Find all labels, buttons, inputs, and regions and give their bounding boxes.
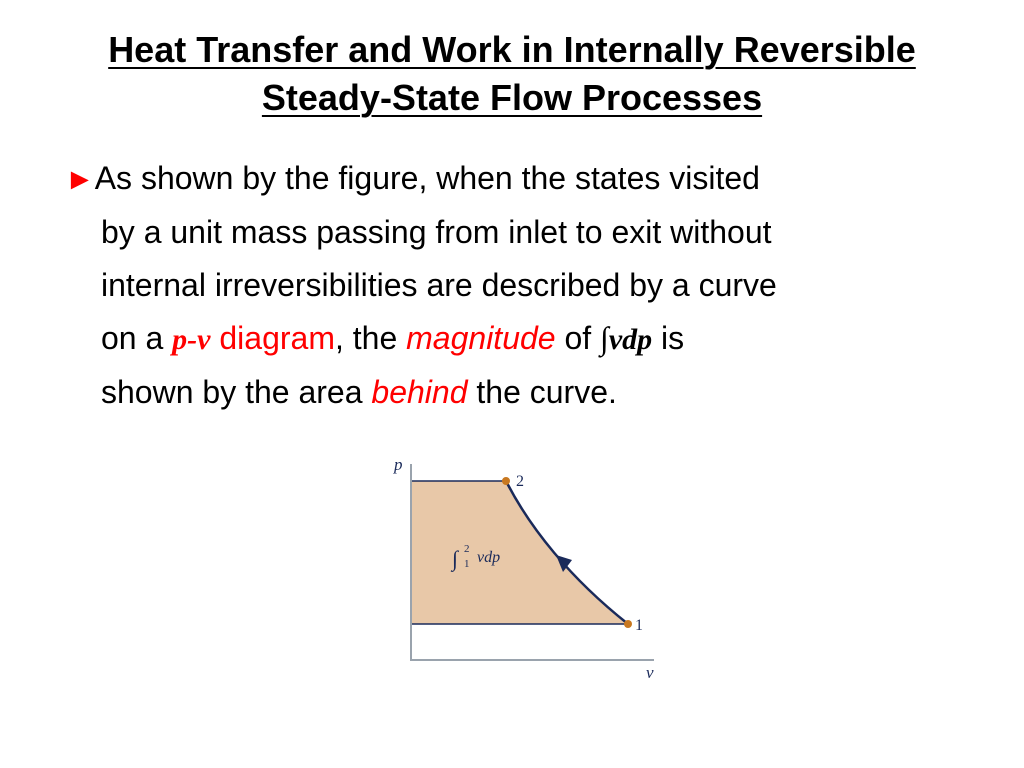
paragraph-line-1 xyxy=(65,152,965,206)
diagram-term: diagram xyxy=(210,320,335,356)
state-1-point xyxy=(624,620,632,628)
line-1-text: As shown by the figure, when the states visited xyxy=(94,160,760,196)
title-line-2: Steady-State Flow Processes xyxy=(261,77,763,118)
paragraph-line-3 xyxy=(65,259,965,312)
v-axis-label: v xyxy=(646,663,654,682)
line-3-text: internal irreversibilities are described by a curve xyxy=(101,267,777,303)
bullet-marker-icon: ► xyxy=(65,163,95,196)
line-4-of: of xyxy=(555,320,601,356)
area-integral-sign: ∫ xyxy=(452,546,459,571)
line-4-mid: , the xyxy=(334,320,407,356)
bullet-paragraph xyxy=(65,152,965,419)
paragraph-line-4 xyxy=(65,312,965,366)
behind-term: behind xyxy=(371,374,468,410)
state-2-label: 2 xyxy=(516,473,524,490)
line-5-pre: shown by the area xyxy=(101,374,372,410)
line-2-text: by a unit mass passing from inlet to exit without xyxy=(101,214,772,250)
pv-term: p-v xyxy=(172,323,211,356)
pv-diagram xyxy=(380,448,680,688)
integral-upper-limit: 2 xyxy=(464,543,470,555)
slide-title xyxy=(0,26,1024,122)
integral-lower-limit: 1 xyxy=(464,558,470,570)
paragraph-line-5 xyxy=(65,366,965,419)
p-axis-label: p xyxy=(394,455,403,474)
vdp-term: vdp xyxy=(608,323,653,356)
state-1-label: 1 xyxy=(635,617,643,634)
magnitude-term: magnitude xyxy=(406,320,556,356)
title-line-1: Heat Transfer and Work in Internally Reversible xyxy=(108,29,916,70)
line-4-pre: on a xyxy=(101,320,173,356)
integral-area xyxy=(411,481,628,624)
state-2-point xyxy=(502,477,510,485)
line-4-end: is xyxy=(652,320,685,356)
integral-body: vdp xyxy=(477,549,501,566)
paragraph-line-2 xyxy=(65,206,965,259)
line-5-end: the curve. xyxy=(467,374,617,410)
integral-sign: ∫ xyxy=(600,320,609,356)
